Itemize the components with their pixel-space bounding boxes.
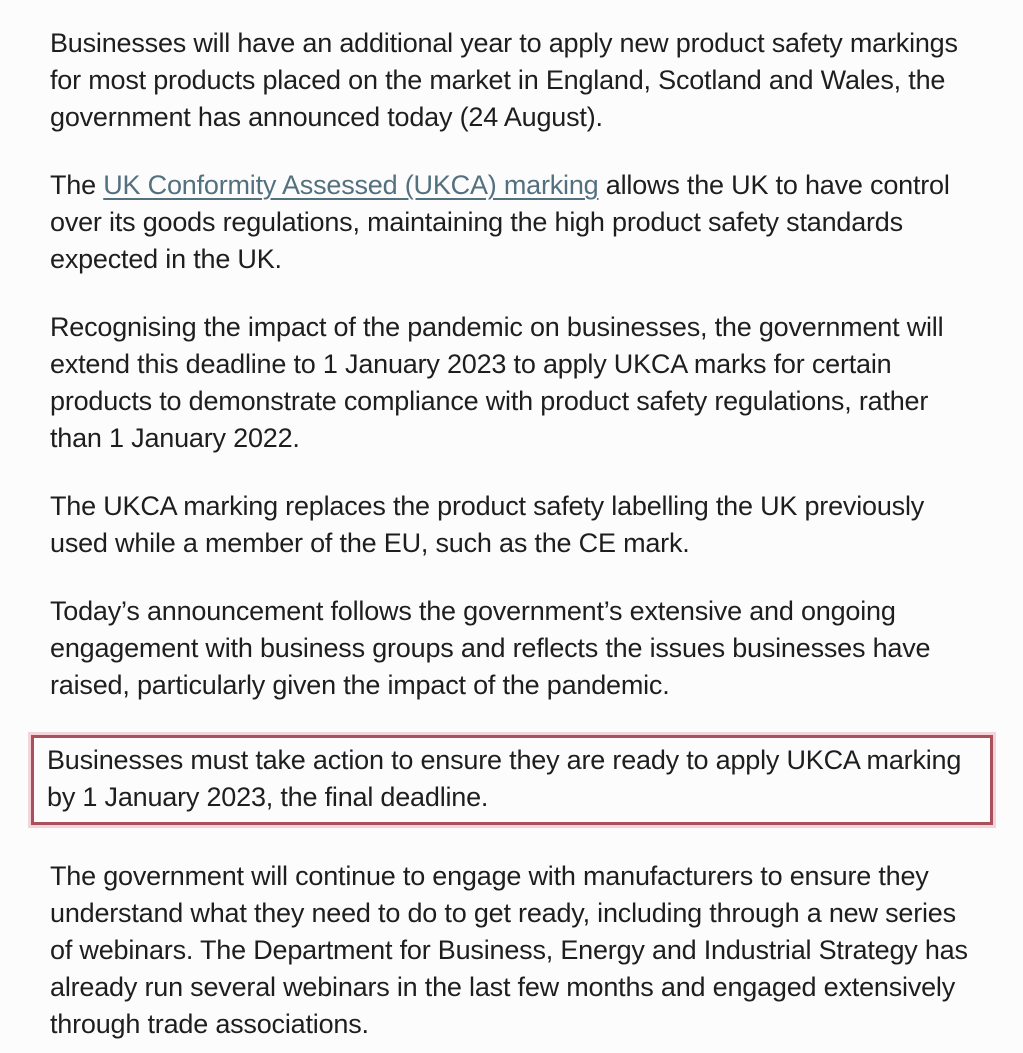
highlight-box: [31, 735, 993, 825]
highlighted-deadline-paragraph: Businesses must take action to ensure they are ready to apply UKCA marking by 1 January 2023, the final deadline.: [47, 745, 962, 812]
ce-mark-paragraph: The UKCA marking replaces the product safety labelling the UK previously used while a member of the EU, such as the CE mark.: [50, 491, 925, 558]
ukca-paragraph: [50, 167, 985, 278]
ukca-paragraph-after-link: allows the UK to have control over its goods regulations, maintaining the high product safety standards expected in the UK.: [50, 170, 950, 274]
announcement-paragraph: Today’s announcement follows the government’s extensive and ongoing engagement with business groups and reflects the issues businesses have raised, particularly given the impact of the pandemic.: [50, 596, 931, 700]
webinars-paragraph: The government will continue to engage with manufacturers to ensure they understand what they need to do to get ready, including through a new series of webinars. The Department for Business, Energy and Industrial Strategy has already run several webinars in the last few months and engaged extensively through trade associations.: [50, 861, 968, 1039]
deadline-extension-paragraph: Recognising the impact of the pandemic on businesses, the government will extend this deadline to 1 January 2023 to apply UKCA marks for certain products to demonstrate compliance with product safety regulations, rather than 1 January 2022.: [50, 312, 944, 453]
intro-paragraph: Businesses will have an additional year to apply new product safety markings for most products placed on the market in England, Scotland and Wales, the government has announced today (24 August).: [50, 28, 958, 132]
ukca-marking-link[interactable]: UK Conformity Assessed (UKCA) marking: [103, 170, 599, 200]
ukca-paragraph-before-link: The: [50, 170, 104, 200]
